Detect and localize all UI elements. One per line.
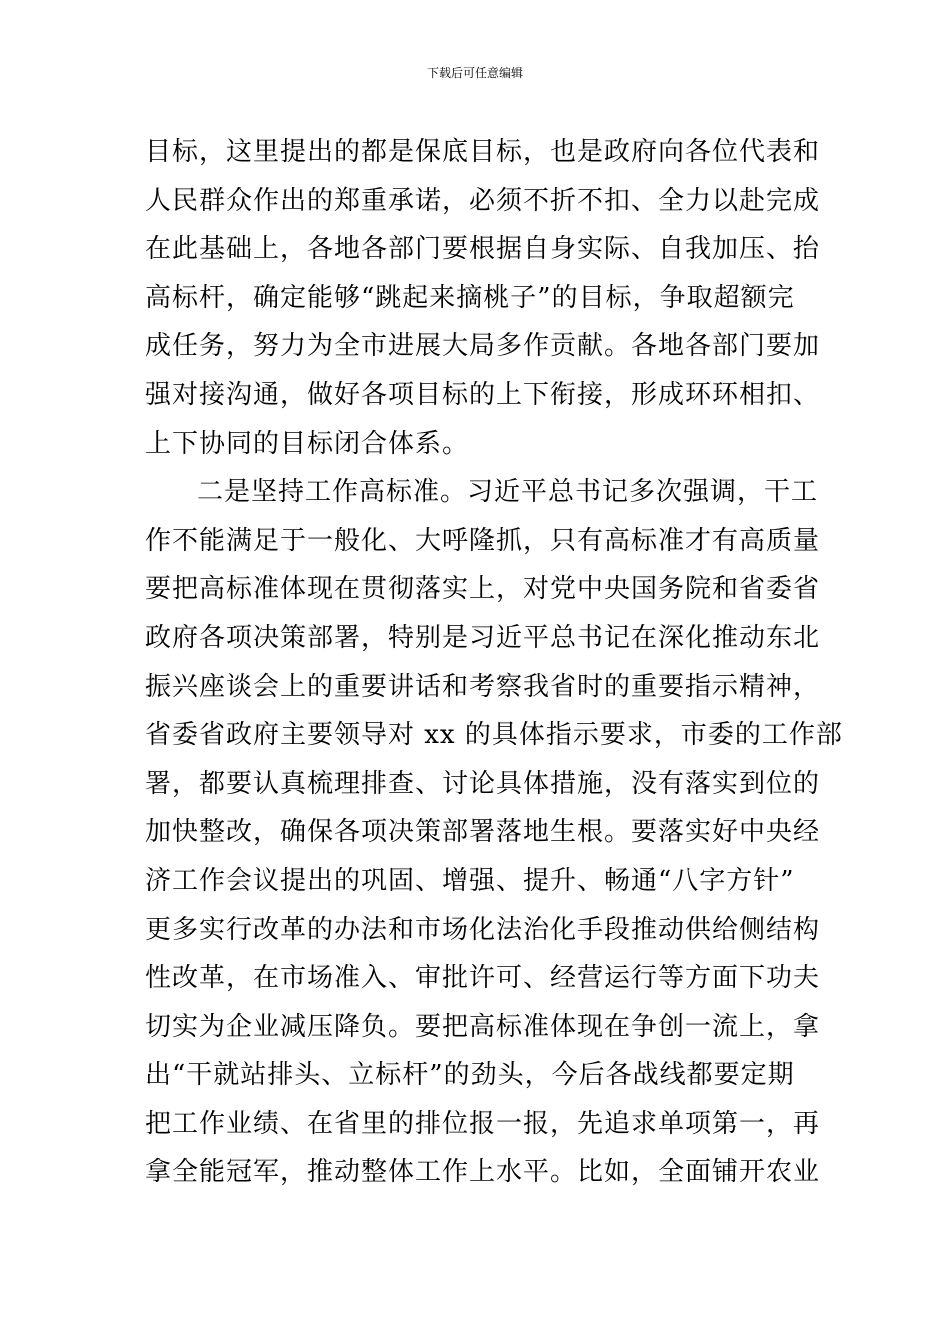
- text-line: 高标杆，确定能够“跳起来摘桃子”的目标，争取超额完: [145, 282, 795, 313]
- text-line: 目标，这里提出的都是保底目标，也是政府向各位代表和: [145, 137, 821, 167]
- text-line: 振兴座谈会上的重要讲话和考察我省时的重要指示精神，: [145, 671, 821, 702]
- text-line: 强对接沟通，做好各项目标的上下衔接，形成环环相扣、: [145, 379, 821, 410]
- text-line: 加快整改，确保各项决策部署落地生根。要落实好中央经: [145, 817, 821, 848]
- text-line: 在此基础上，各地各部门要根据自身实际、自我加压、抬: [145, 234, 821, 265]
- text-line: 切实为企业减压降负。要把高标准体现在争创一流上，拿: [145, 1011, 821, 1042]
- text-line: 作不能满足于一般化、大呼隆抓，只有高标准才有高质量: [145, 525, 821, 556]
- text-line: 上下协同的目标闭合体系。: [145, 428, 470, 459]
- text-line: 政府各项决策部署，特别是习近平总书记在深化推动东北: [145, 622, 821, 653]
- text-line: 拿全能冠军，推动整体工作上水平。比如，全面铺开农业: [145, 1157, 821, 1188]
- text-line: 把工作业绩、在省里的排位报一报，先追求单项第一，再: [145, 1108, 821, 1139]
- text-line: 更多实行改革的办法和市场化法治化手段推动供给侧结构: [145, 914, 821, 945]
- text-line: 署，都要认真梳理排查、讨论具体措施，没有落实到位的: [145, 768, 821, 799]
- text-line: 人民群众作出的郑重承诺，必须不折不扣、全力以赴完成: [145, 185, 821, 216]
- text-line: 性改革，在市场准入、审批许可、经营运行等方面下功夫: [145, 963, 821, 994]
- paragraph-start-line: 二是坚持工作高标准。习近平总书记多次强调，干工: [197, 477, 819, 508]
- text-line: 济工作会议提出的巩固、增强、提升、畅通“八字方针”: [145, 865, 795, 896]
- text-line: 成任务，努力为全市进展大局多作贡献。各地各部门要加: [145, 331, 821, 362]
- page-header-note: 下载后可任意编辑: [426, 66, 523, 80]
- text-line: 省委省政府主要领导对 xx 的具体指示要求，市委的工作部: [145, 720, 843, 751]
- text-line: 要把高标准体现在贯彻落实上，对党中央国务院和省委省: [145, 574, 821, 605]
- text-line: 出“干就站排头、立标杆”的劲头，今后各战线都要定期: [145, 1060, 795, 1091]
- document-body: [145, 128, 843, 1197]
